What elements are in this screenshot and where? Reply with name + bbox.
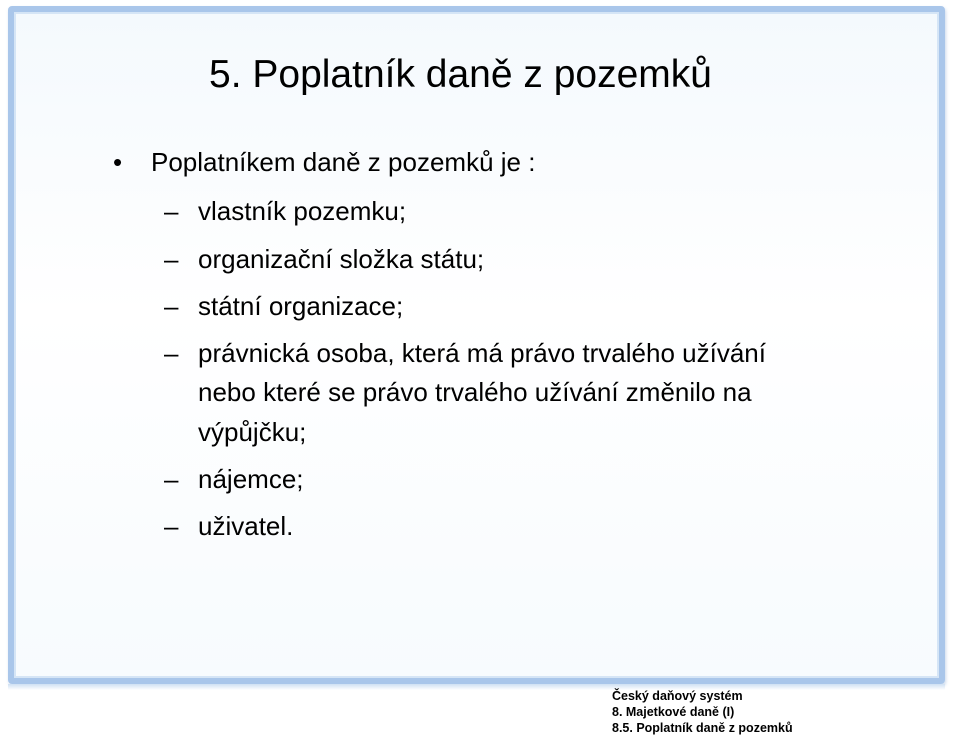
dash-icon: – xyxy=(164,244,179,274)
slide-frame-shadow xyxy=(8,684,945,690)
list-item-text: vlastník pozemku; xyxy=(198,196,407,226)
list-item-text: nájemce; xyxy=(198,464,304,494)
list-item-text: nebo které se právo trvalého užívání změnilo na xyxy=(198,377,752,407)
list-item-text: uživatel. xyxy=(198,511,294,541)
dash-icon: – xyxy=(164,511,179,541)
footer-course: Český daňový systém xyxy=(612,689,743,703)
slide-title: 5. Poplatník daně z pozemků xyxy=(209,53,712,96)
bullet-icon: • xyxy=(113,147,123,177)
dash-icon: – xyxy=(164,464,179,494)
dash-icon: – xyxy=(164,291,179,321)
list-item-text: právnická osoba, která má právo trvalého užívání xyxy=(198,338,766,368)
dash-icon: – xyxy=(164,338,179,368)
footer-section: 8.5. Poplatník daně z pozemků xyxy=(612,721,793,735)
dash-icon: – xyxy=(164,196,179,226)
footer-chapter: 8. Majetkové daně (I) xyxy=(612,705,735,719)
list-item-text: organizační složka státu; xyxy=(198,244,485,274)
list-item-text: státní organizace; xyxy=(198,291,404,321)
intro-text: Poplatníkem daně z pozemků je : xyxy=(151,147,536,177)
list-item-text: výpůjčku; xyxy=(198,417,307,447)
slide-footer xyxy=(612,688,793,736)
